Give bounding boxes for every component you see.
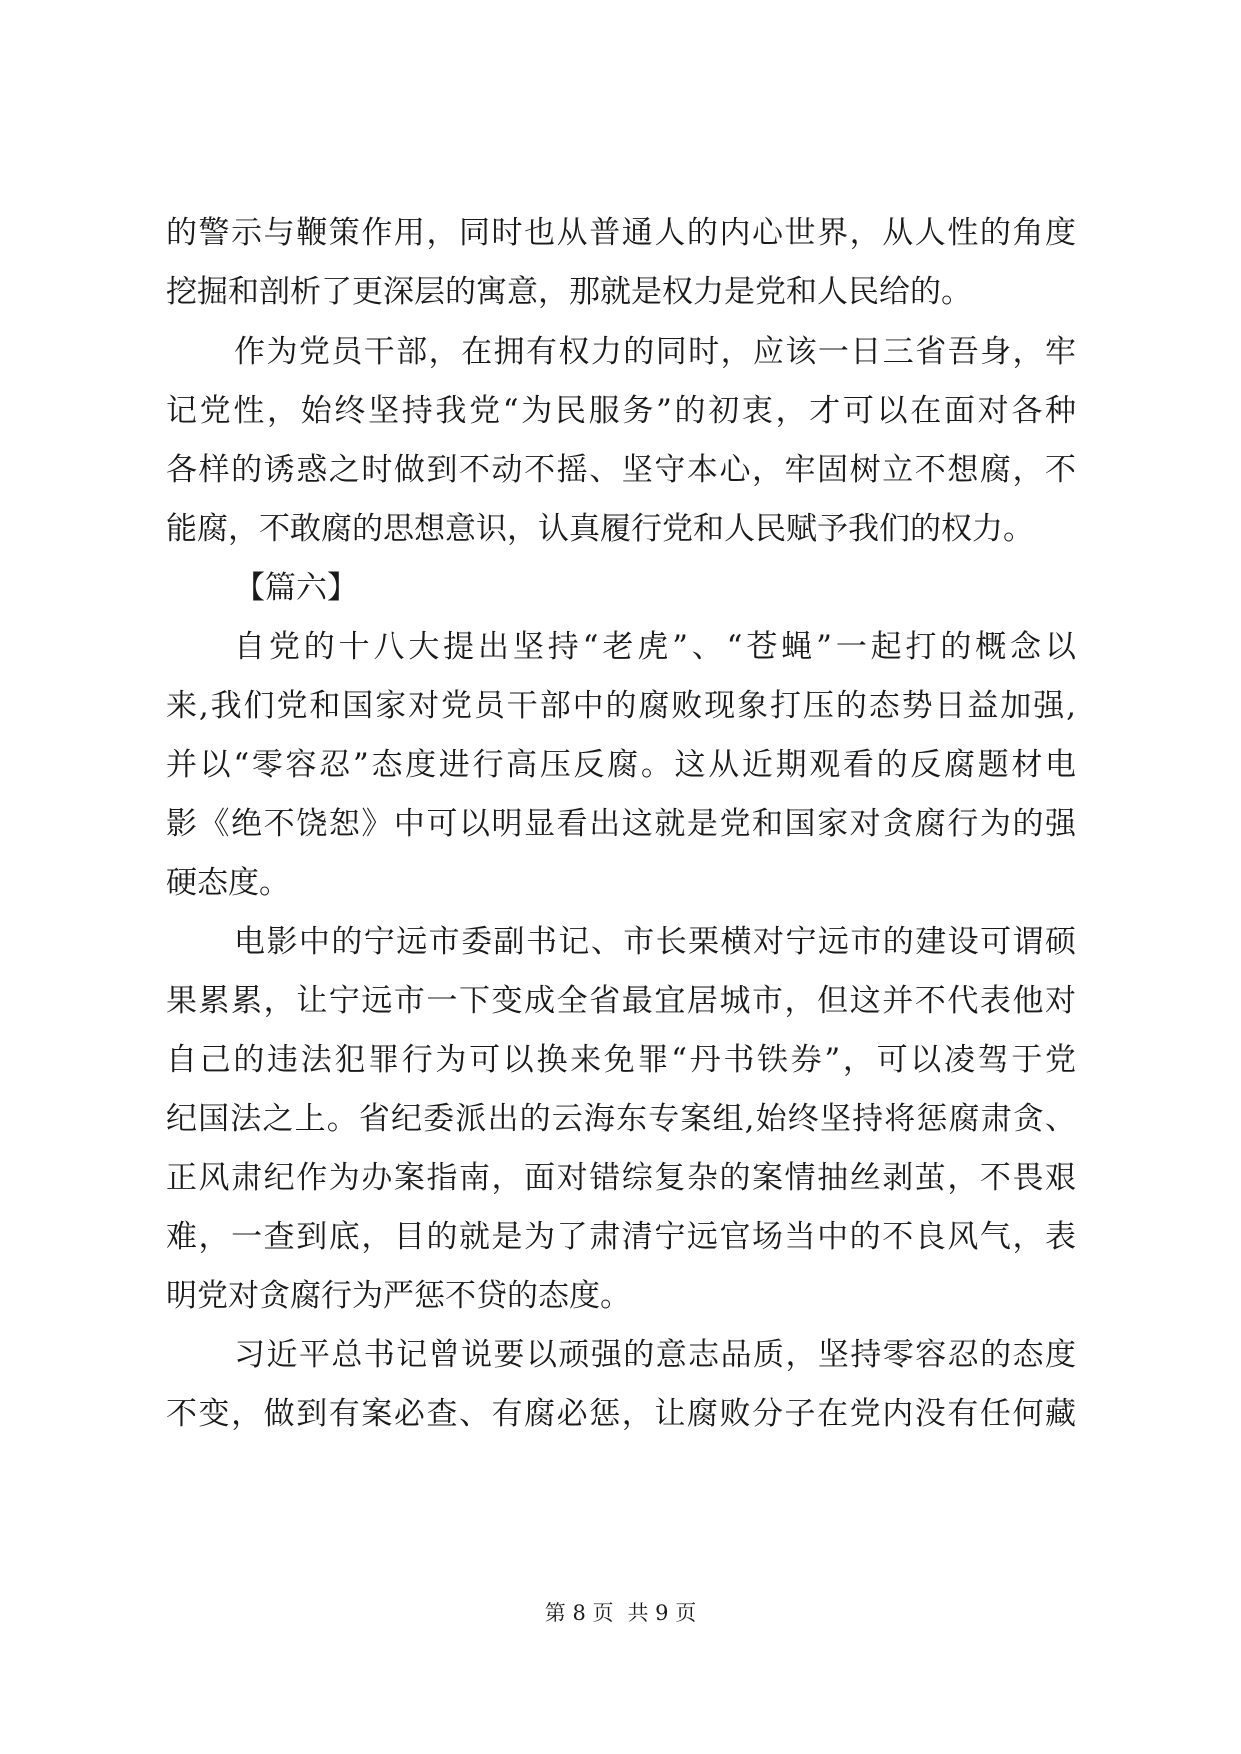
body-line-3: 作为党员干部，在拥有权力的同时，应该一日三省吾身，牢 <box>234 334 1076 370</box>
body-line-15: 自己的违法犯罪行为可以换来免罪“丹书铁券”，可以凌驾于党 <box>166 1042 1076 1078</box>
body-line-18: 难，一查到底，目的就是为了肃清宁远官场当中的不良风气，表 <box>166 1219 1076 1255</box>
body-line-20: 习近平总书记曾说要以顽强的意志品质，坚持零容忍的态度 <box>234 1337 1076 1373</box>
body-line-21: 不变，做到有案必查、有腐必惩，让腐败分子在党内没有任何藏 <box>166 1396 1076 1432</box>
page-footer <box>0 1598 1241 1628</box>
body-line-5: 各样的诱惑之时做到不动不摇、坚守本心，牢固树立不想腐，不 <box>166 452 1076 488</box>
body-line-17: 正风肃纪作为办案指南，面对错综复杂的案情抽丝剥茧，不畏艰 <box>166 1160 1076 1196</box>
body-line-11: 影《绝不饶恕》中可以明显看出这就是党和国家对贪腐行为的强 <box>166 806 1076 842</box>
body-line-16: 纪国法之上。省纪委派出的云海东专案组,始终坚持将惩腐肃贪、 <box>166 1101 1076 1137</box>
body-line-6: 能腐，不敢腐的思想意识，认真履行党和人民赋予我们的权力。 <box>166 511 1034 547</box>
body-line-9: 来,我们党和国家对党员干部中的腐败现象打压的态势日益加强, <box>166 688 1076 724</box>
body-line-8: 自党的十八大提出坚持“老虎”、“苍蝇”一起打的概念以 <box>234 629 1076 665</box>
body-line-13: 电影中的宁远市委副书记、市长栗横对宁远市的建设可谓硕 <box>234 924 1076 960</box>
body-line-4: 记党性，始终坚持我党“为民服务”的初衷，才可以在面对各种 <box>166 393 1076 429</box>
page-number: 第 8 页 <box>544 1601 614 1625</box>
body-line-2: 挖掘和剖析了更深层的寓意，那就是权力是党和人民给的。 <box>166 274 972 310</box>
body-line-19: 明党对贪腐行为严惩不贷的态度。 <box>166 1278 631 1314</box>
body-line-10: 并以“零容忍”态度进行高压反腐。这从近期观看的反腐题材电 <box>166 747 1076 783</box>
page-total: 共 9 页 <box>627 1601 697 1625</box>
section-heading: 【篇六】 <box>234 570 358 606</box>
body-line-12: 硬态度。 <box>166 865 290 901</box>
body-line-1: 的警示与鞭策作用，同时也从普通人的内心世界，从人性的角度 <box>166 215 1076 251</box>
body-line-14: 果累累，让宁远市一下变成全省最宜居城市，但这并不代表他对 <box>166 983 1076 1019</box>
